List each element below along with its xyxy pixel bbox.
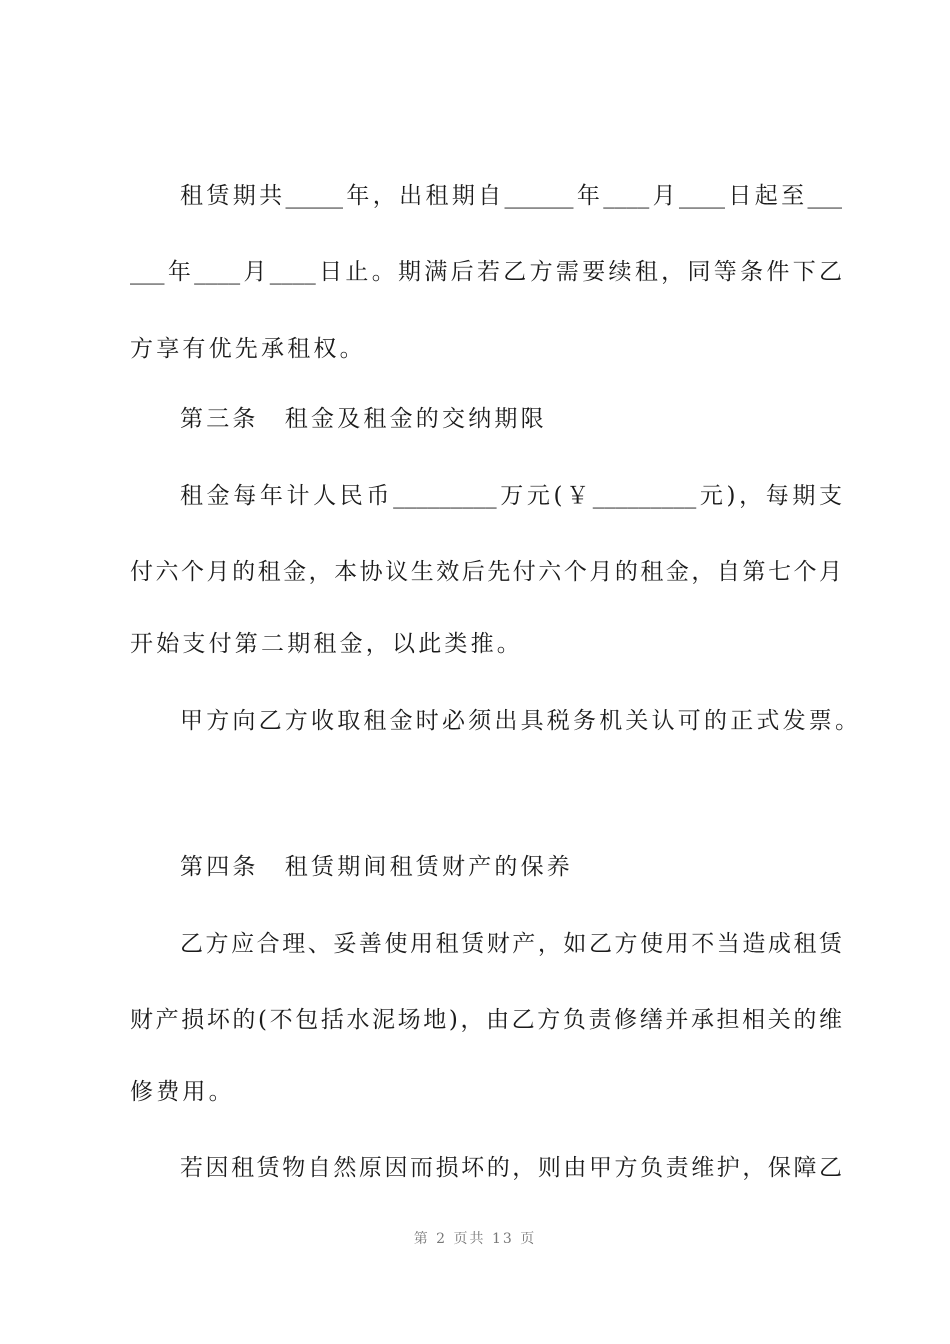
paragraph-line: 方享有优先承租权。 xyxy=(130,336,366,362)
paragraph-line: 付六个月的租金，本协议生效后先付六个月的租金，自第七个月 xyxy=(130,559,842,585)
paragraph-line: 租赁期共_____年，出租期自______年____月____日起至___ xyxy=(180,183,842,209)
section-heading: 第四条 租赁期间租赁财产的保养 xyxy=(180,854,573,880)
section-heading: 第三条 租金及租金的交纳期限 xyxy=(180,406,547,432)
page-number-footer: 第 2 页共 13 页 xyxy=(413,1231,537,1247)
paragraph-line: 乙方应合理、妥善使用租赁财产，如乙方使用不当造成租赁 xyxy=(180,931,842,957)
paragraph-line: 租金每年计人民币_________万元(￥_________元)，每期支 xyxy=(180,483,842,509)
paragraph-line: 开始支付第二期租金，以此类推。 xyxy=(130,631,523,657)
paragraph-line: 甲方向乙方收取租金时必须出具税务机关认可的正式发票。 xyxy=(180,708,862,734)
paragraph-line: ___年____月____日止。期满后若乙方需要续租，同等条件下乙 xyxy=(130,259,842,285)
paragraph-line: 财产损坏的(不包括水泥场地)，由乙方负责修缮并承担相关的维 xyxy=(130,1007,842,1033)
paragraph-line: 若因租赁物自然原因而损坏的，则由甲方负责维护，保障乙 xyxy=(180,1155,842,1181)
paragraph-line: 修费用。 xyxy=(130,1079,235,1105)
